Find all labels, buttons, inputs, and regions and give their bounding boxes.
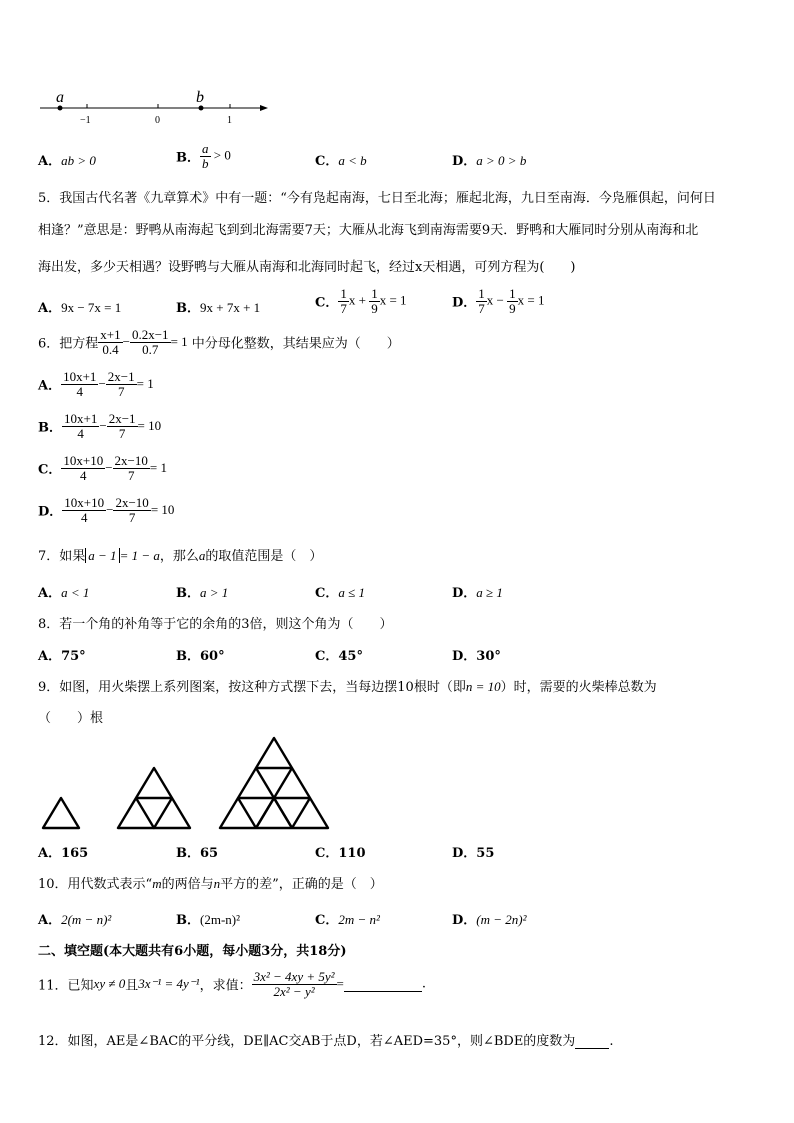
q7-option-a: A．a < 1 [38,585,90,601]
q5-option-a: A．9x − 7x = 1 [38,300,122,316]
q8-option-a: A．75° [38,649,86,664]
q11-stem: 11．已知xy ≠ 0且3x⁻¹ = 4y⁻¹，求值： $\frac{\text{3x² − 4xy + 5y²}}{\text{2x² − y²}}$ = . [38,969,427,999]
point-b-label: b [196,89,204,106]
tick-0: 0 [155,115,160,126]
q8-option-b: B．60° [176,649,225,664]
q9-option-b: B．65 [176,846,219,861]
q9-option-d: D．55 [452,846,495,861]
q5-line2: 相逢？”意思是：野鸭从南海起飞到到北海需要7天；大雁从北海飞到南海需要9天．野鸭和大雁同时分别从南海和北 [38,223,699,238]
q6-option-d: D． $\frac{10x+10}{4}$ − $\frac{2x-10}{7}$ = 10 [38,495,175,525]
q5-option-c: C． $\frac{1}{7}$ x + $\frac{1}{9}$ x = 1 [315,286,407,316]
tick-minus1: −1 [80,115,91,126]
q5-option-b: B．9x + 7x + 1 [176,300,261,316]
section-2-heading: 二、填空题(本大题共有6小题，每小题3分，共18分) [38,944,347,959]
q4-option-d: D．a > 0 > b [452,153,527,169]
q10-option-c: C．2m − n² [315,912,380,928]
q6-stem: 6．把方程 $\frac{x+1}{0.4}$ − $\frac{0.2x-1}{0.7}$ = 1 中分母化整数，其结果应为（ ） [38,327,400,357]
q9-line2: （ ）根 [38,711,104,726]
q11-answer-blank [344,977,422,992]
q6-option-b: B． $\frac{10x+1}{4}$ − $\frac{2x-1}{7}$ = 10 [38,411,162,441]
q9-option-a: A．165 [38,846,89,861]
q5-line3: 海出发，多少天相遇？设野鸭与大雁从南海和北海同时起飞，经过x天相遇，可列方程为( ) [38,260,576,275]
q7-stem: 7．如果 a − 1 = 1 − a，那么a的取值范围是（ ） [38,548,323,564]
q4-option-b: B． $\frac{a}{b}$ > 0 [176,141,231,171]
q7-option-d: D．a ≥ 1 [452,585,503,601]
q12-stem: 12．如图，AE是∠BAC的平分线，DE∥AC交AB于点D，若∠AED=35°，则∠BDE的度数为 . [38,1034,614,1049]
q6-option-a: A． $\frac{10x+1}{4}$ − $\frac{2x-1}{7}$ = 1 [38,369,154,399]
q12-answer-blank [575,1036,609,1049]
q10-stem: 10．用代数式表示“m的两倍与n平方的差”，正确的是（ ） [38,876,383,892]
q9-option-c: C．110 [315,846,366,861]
q8-option-d: D．30° [452,649,501,664]
q4-option-c: C．a < b [315,153,367,169]
q6-option-c: C． $\frac{10x+10}{4}$ − $\frac{2x-10}{7}$ = 1 [38,453,167,483]
q5-option-d: D． $\frac{1}{7}$ x − $\frac{1}{9}$ x = 1 [452,286,545,316]
q7-option-b: B．a > 1 [176,585,229,601]
number-line-figure [36,86,276,128]
q10-option-a: A．2(m − n)² [38,912,112,928]
q5-line1: 5．我国古代名著《九章算术》中有一题：“今有凫起南海，七日至北海；雁起北海，九日至南海．今凫雁俱起，问何日 [38,191,716,206]
q4-option-a: A．ab > 0 [38,153,96,169]
point-a-label: a [56,89,64,106]
q7-option-c: C．a ≤ 1 [315,585,365,601]
matchstick-triangles-figure [36,730,346,834]
q8-stem: 8．若一个角的补角等于它的余角的3倍，则这个角为（ ） [38,617,393,632]
q10-option-b: B．(2m-n)² [176,912,240,928]
tick-1: 1 [227,115,232,126]
q10-option-d: D．(m − 2n)² [452,912,527,928]
q8-option-c: C．45° [315,649,363,664]
q9-line1: 9．如图，用火柴摆上系列图案，按这种方式摆下去，当每边摆10根时（即n = 10）时，需要的火柴棒总数为 [38,679,657,695]
